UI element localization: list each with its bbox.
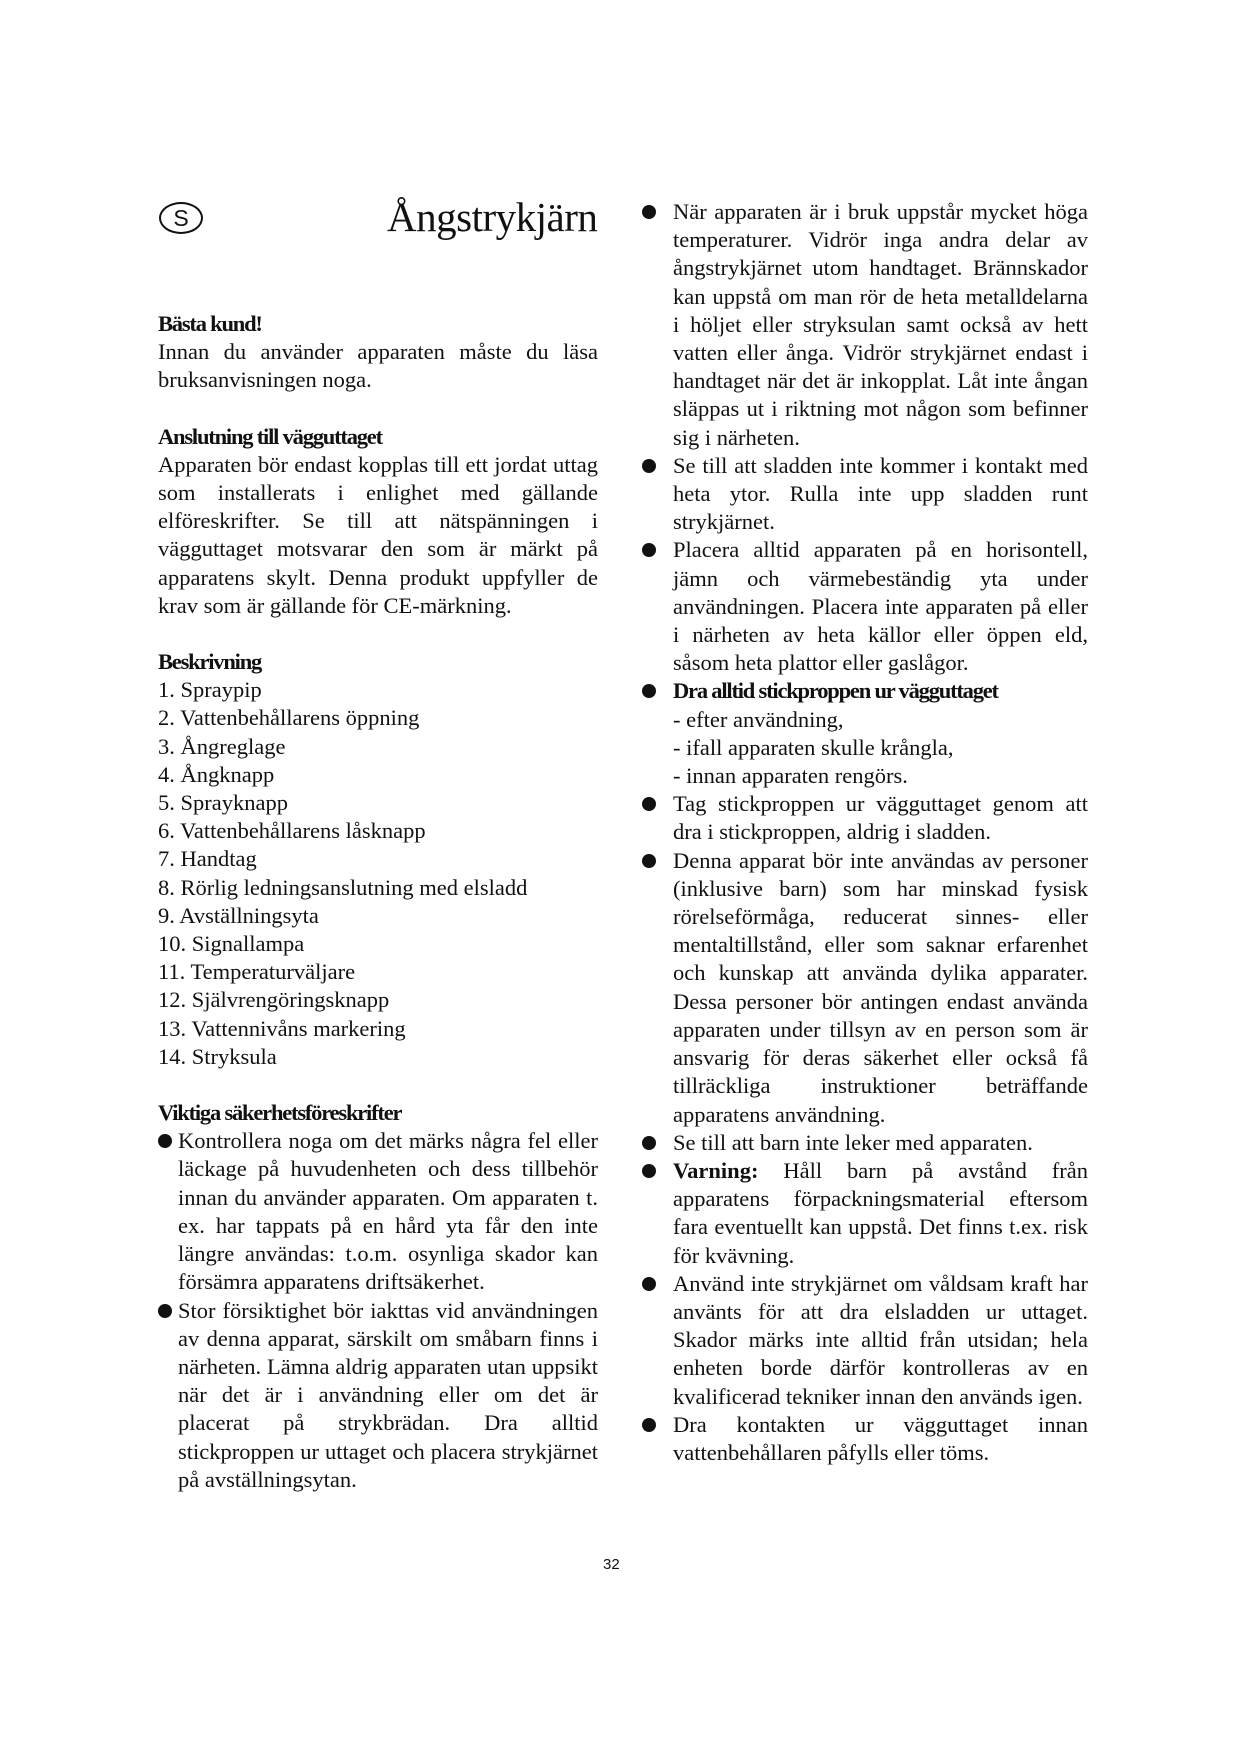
bullet-dot-icon — [158, 1134, 172, 1148]
bullet-dot-icon — [642, 1277, 656, 1291]
description-item: 9. Avställningsyta — [158, 902, 319, 928]
safety-bullet — [638, 452, 1088, 537]
description-item: 12. Självrengöringsknapp — [158, 987, 390, 1013]
safety-bullet — [638, 1270, 1088, 1411]
description-item: 7. Handtag — [158, 846, 257, 872]
description-item: 10. Signallampa — [158, 931, 305, 957]
language-badge: S — [159, 202, 203, 234]
safety-bullet — [638, 198, 1088, 452]
bullet-dot-icon — [642, 1136, 656, 1150]
description-item: 4. Ångknapp — [158, 761, 275, 787]
bullet-text: När apparaten är i bruk uppstår mycket höga temperaturer. Vidrör inga andra delar av ångstrykjärnet utom handtaget. Brännskador kan uppstå om man rör de heta metalldelarna i höljet eller stryksulan samt också av hett vatten eller ånga. Vidrör strykjärnet endast i handtaget när det är inkopplat. Låt inte ångan släppas ut i riktning mot någon som befinner sig i närheten. — [673, 199, 1088, 450]
sub-item: - innan apparaten rengörs. — [673, 763, 908, 789]
bullet-text: Placera alltid apparaten på en horisontell, jämn och värmebeständig yta under användningen. Placera inte apparaten på eller i närheten av heta källor eller öppen eld, såsom heta plattor eller gaslågor. — [673, 537, 1088, 676]
bullet-dot-icon — [642, 797, 656, 811]
bullet-text: Se till att barn inte leker med apparaten. — [673, 1129, 1033, 1155]
safety-bullet — [158, 1127, 598, 1296]
bullet-dot-icon — [642, 684, 656, 698]
description-item: 11. Temperaturväljare — [158, 959, 356, 985]
right-column — [638, 198, 1088, 1467]
safety-bullet — [638, 536, 1088, 677]
bullet-text: Se till att sladden inte kommer i kontakt med heta ytor. Rulla inte upp sladden runt strykjärnet. — [673, 452, 1088, 535]
left-column — [158, 310, 598, 1494]
description-item: 13. Vattennivåns markering — [158, 1015, 406, 1041]
safety-heading: Viktiga säkerhetsföreskrifter — [158, 1100, 402, 1126]
warning-label: Varning: — [673, 1157, 759, 1183]
description-heading: Beskrivning — [158, 649, 262, 675]
safety-bullet — [638, 1411, 1088, 1467]
description-item: 6. Vattenbehållarens låsknapp — [158, 818, 426, 844]
connection-text: Apparaten bör endast kopplas till ett jordat uttag som installerats i enlighet med gällande elföreskrifter. Se till att nätspänningen i vägguttaget motsvarar den som är märkt på apparatens skylt. Denna produkt uppfyller de krav som är gällande för CE-märkning. — [158, 451, 598, 618]
bullet-dot-icon — [642, 459, 656, 473]
bullet-text: Denna apparat bör inte användas av personer (inklusive barn) som har minskad fysisk rörelseförmåga, reducerat sinnes- eller mentaltillstånd, eller som saknar erfarenhet och kunskap att använda dylika apparater. Dessa personer bör antingen endast använda apparaten under tillsyn av en person som är ansvarig för deras säkerhet eller också få tillräckliga instruktioner beträffande apparatens användning. — [673, 847, 1088, 1127]
description-item: 2. Vattenbehållarens öppning — [158, 705, 420, 731]
bullet-dot-icon — [642, 854, 656, 868]
safety-bullet — [638, 1129, 1088, 1157]
greeting-heading: Bästa kund! — [158, 311, 262, 336]
safety-bullet — [638, 1157, 1088, 1270]
bullet-text: Stor försiktighet bör iakttas vid användningen av denna apparat, särskilt om småbarn finns i närheten. Lämna aldrig apparaten utan uppsikt när det är i användning eller om det är placerat på strykbrädan. Dra alltid stickproppen ur uttaget och placera strykjärnet på avställningsytan. — [178, 1297, 598, 1492]
bullet-dot-icon — [642, 1164, 656, 1178]
description-item: 14. Stryksula — [158, 1043, 277, 1069]
page-number: 32 — [603, 1556, 620, 1573]
description-item: 1. Spraypip — [158, 677, 262, 703]
bullet-text: Håll barn på avstånd från apparatens förpackningsmaterial eftersom fara eventuellt kan uppstå. Det finns t.ex. risk för kvävning. — [673, 1157, 1088, 1268]
bullet-text: Dra kontakten ur vägguttaget innan vattenbehållaren påfylls eller töms. — [673, 1411, 1088, 1465]
sub-item: - efter användning, — [673, 706, 844, 732]
bullet-dot-icon — [642, 543, 656, 557]
bullet-dot-icon — [642, 205, 656, 219]
safety-bullet — [638, 847, 1088, 1129]
bullet-text: Tag stickproppen ur vägguttaget genom att dra i stickproppen, aldrig i sladden. — [673, 791, 1088, 845]
connection-heading: Anslutning till vägguttaget — [158, 423, 382, 449]
greeting-text: Innan du använder apparaten måste du läsa bruksanvisningen noga. — [158, 339, 598, 393]
page-title: Ångstrykjärn — [387, 194, 598, 240]
bullet-dot-icon — [158, 1304, 172, 1318]
description-item: 5. Sprayknapp — [158, 790, 288, 816]
safety-bullet — [638, 790, 1088, 846]
bullet-text: Kontrollera noga om det märks några fel eller läckage på huvudenheten och dess tillbehör innan du använder apparaten. Om apparaten t. ex. har tappats på en hård yta får den inte längre användas: t.o.m. osynliga skador kan försämra apparatens driftsäkerhet. — [178, 1128, 598, 1295]
bullet-heading: Dra alltid stickproppen ur vägguttaget — [673, 678, 998, 704]
bullet-dot-icon — [642, 1418, 656, 1432]
safety-bullet — [158, 1297, 598, 1494]
description-list — [158, 676, 598, 1071]
description-item: 3. Ångreglage — [158, 733, 286, 759]
bullet-text: Använd inte strykjärnet om våldsam kraft har använts för att dra elsladden ur uttaget. Skador märks inte alltid från utsidan; hela enheten borde därför kontrolleras av en kvalificerad tekniker innan den används igen. — [673, 1270, 1088, 1409]
description-item: 8. Rörlig ledningsanslutning med elsladd — [158, 874, 528, 900]
safety-bullet — [638, 677, 1088, 705]
sub-item: - ifall apparaten skulle krångla, — [673, 734, 954, 760]
